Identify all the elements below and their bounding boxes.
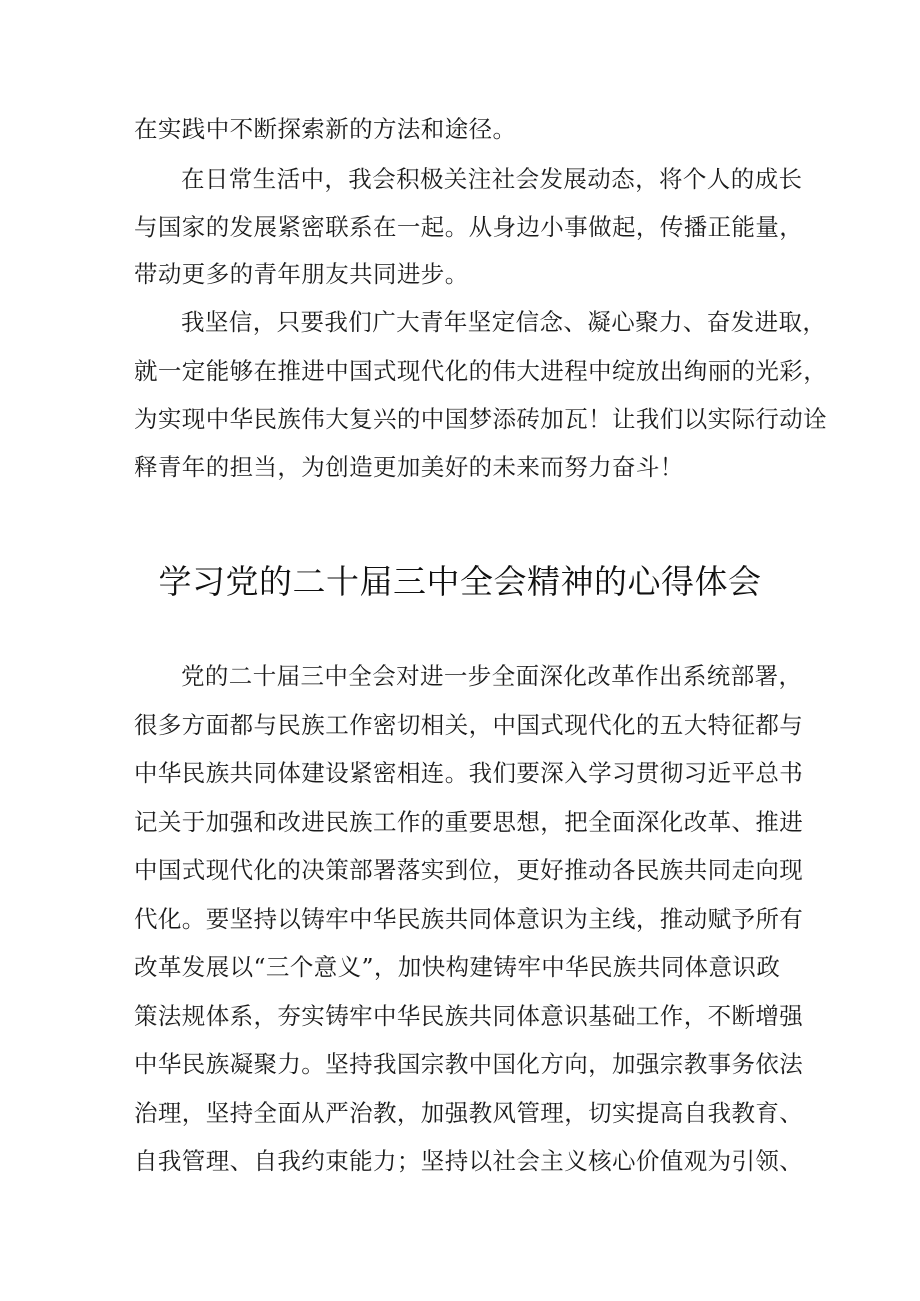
paragraph-line: 与国家的发展紧密联系在一起。从身边小事做起，传播正能量，	[134, 213, 804, 241]
paragraph-line: 中华民族共同体建设紧密相连。我们要深入学习贯彻习近平总书	[134, 759, 804, 787]
paragraph-line: 代化。要坚持以铸牢中华民族共同体意识为主线，推动赋予所有	[134, 905, 804, 933]
paragraph-line: 自我管理、自我约束能力；坚持以社会主义核心价值观为引领、	[134, 1147, 804, 1175]
paragraph-line: 我坚信，只要我们广大青年坚定信念、凝心聚力、奋发进取，	[181, 308, 827, 336]
paragraph-line: 就一定能够在推进中国式现代化的伟大进程中绽放出绚丽的光彩，	[134, 357, 828, 385]
paragraph-line: 党的二十届三中全会对进一步全面深化改革作出系统部署，	[181, 662, 803, 690]
paragraph-line: 策法规体系，夯实铸牢中华民族共同体意识基础工作，不断增强	[134, 1002, 804, 1030]
paragraph-line: 治理，坚持全面从严治教，加强教风管理，切实提高自我教育、	[134, 1099, 804, 1127]
paragraph-line: 带动更多的青年朋友共同进步。	[134, 260, 469, 288]
article-title: 学习党的二十届三中全会精神的心得体会	[158, 562, 762, 601]
paragraph-line: 很多方面都与民族工作密切相关，中国式现代化的五大特征都与	[134, 711, 804, 739]
paragraph-line: 中华民族凝聚力。坚持我国宗教中国化方向，加强宗教事务依法	[134, 1050, 804, 1078]
paragraph-line: 释青年的担当，为创造更加美好的未来而努力奋斗！	[134, 453, 684, 481]
paragraph-line: 为实现中华民族伟大复兴的中国梦添砖加瓦！让我们以实际行动诠	[134, 405, 828, 433]
paragraph-line: 中国式现代化的决策部署落实到位，更好推动各民族共同走向现	[134, 856, 804, 884]
paragraph-line: 记关于加强和改进民族工作的重要思想，把全面深化改革、推进	[134, 808, 804, 836]
paragraph-line: 在日常生活中，我会积极关注社会发展动态，将个人的成长	[181, 165, 803, 193]
paragraph-line: 改革发展以“三个意义”，加快构建铸牢中华民族共同体意识政	[134, 953, 781, 981]
paragraph-line: 在实践中不断探索新的方法和途径。	[134, 115, 517, 143]
